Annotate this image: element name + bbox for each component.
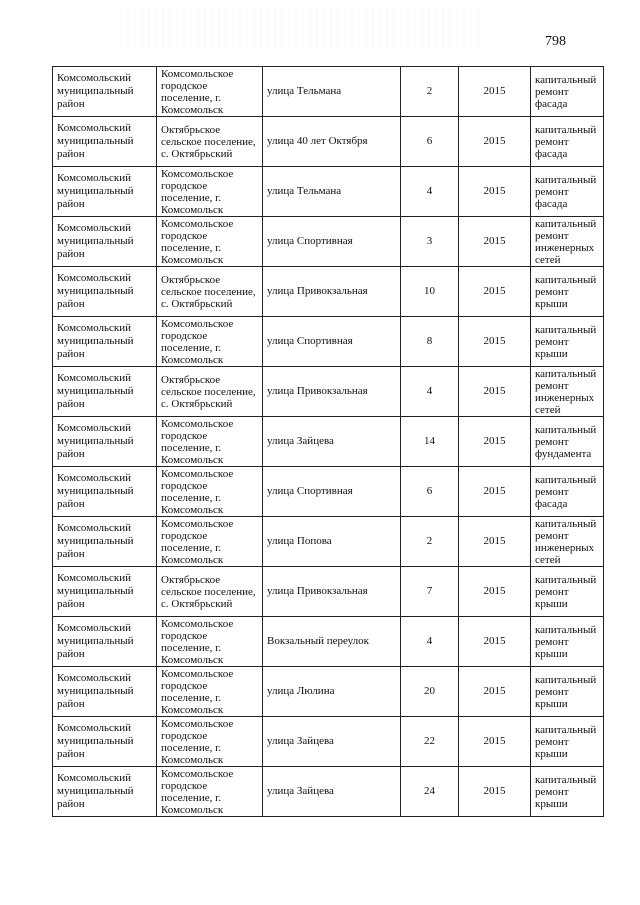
scan-artifact xyxy=(120,8,480,48)
year-cell: 2015 xyxy=(459,717,531,767)
work-type-cell: капитальный ремонт фасада xyxy=(531,67,604,117)
settlement-cell: Комсомольское городское поселение, г. Комсомольск xyxy=(157,317,263,367)
work-type-cell: капитальный ремонт крыши xyxy=(531,617,604,667)
district-cell: Комсомольский муниципальный район xyxy=(53,767,157,817)
street-cell: улица Тельмана xyxy=(263,167,401,217)
house-number-cell: 20 xyxy=(401,667,459,717)
settlement-cell: Комсомольское городское поселение, г. Комсомольск xyxy=(157,617,263,667)
year-cell: 2015 xyxy=(459,467,531,517)
table-body xyxy=(53,67,604,817)
table-row xyxy=(53,617,604,667)
house-number-cell: 8 xyxy=(401,317,459,367)
district-cell: Комсомольский муниципальный район xyxy=(53,67,157,117)
district-cell: Комсомольский муниципальный район xyxy=(53,617,157,667)
settlement-cell: Комсомольское городское поселение, г. Комсомольск xyxy=(157,667,263,717)
year-cell: 2015 xyxy=(459,567,531,617)
work-type-cell: капитальный ремонт крыши xyxy=(531,767,604,817)
street-cell: улица Спортивная xyxy=(263,317,401,367)
table-row xyxy=(53,67,604,117)
year-cell: 2015 xyxy=(459,117,531,167)
house-number-cell: 10 xyxy=(401,267,459,317)
district-cell: Комсомольский муниципальный район xyxy=(53,167,157,217)
work-type-cell: капитальный ремонт инженерных сетей xyxy=(531,517,604,567)
page-number: 798 xyxy=(545,34,566,49)
work-type-cell: капитальный ремонт фасада xyxy=(531,167,604,217)
work-type-cell: капитальный ремонт крыши xyxy=(531,667,604,717)
street-cell: улица Зайцева xyxy=(263,717,401,767)
table-row xyxy=(53,667,604,717)
street-cell: улица Привокзальная xyxy=(263,567,401,617)
year-cell: 2015 xyxy=(459,417,531,467)
table-row xyxy=(53,217,604,267)
table-row xyxy=(53,417,604,467)
year-cell: 2015 xyxy=(459,767,531,817)
work-type-cell: капитальный ремонт фасада xyxy=(531,117,604,167)
house-number-cell: 4 xyxy=(401,167,459,217)
year-cell: 2015 xyxy=(459,617,531,667)
street-cell: улица Привокзальная xyxy=(263,267,401,317)
street-cell: улица Зайцева xyxy=(263,417,401,467)
table-row xyxy=(53,767,604,817)
settlement-cell: Комсомольское городское поселение, г. Комсомольск xyxy=(157,417,263,467)
table-row xyxy=(53,317,604,367)
street-cell: улица Привокзальная xyxy=(263,367,401,417)
year-cell: 2015 xyxy=(459,317,531,367)
settlement-cell: Комсомольское городское поселение, г. Комсомольск xyxy=(157,217,263,267)
work-type-cell: капитальный ремонт крыши xyxy=(531,717,604,767)
work-type-cell: капитальный ремонт крыши xyxy=(531,317,604,367)
work-type-cell: капитальный ремонт крыши xyxy=(531,267,604,317)
table-row xyxy=(53,367,604,417)
house-number-cell: 7 xyxy=(401,567,459,617)
work-type-cell: капитальный ремонт инженерных сетей xyxy=(531,367,604,417)
year-cell: 2015 xyxy=(459,367,531,417)
street-cell: Вокзальный переулок xyxy=(263,617,401,667)
year-cell: 2015 xyxy=(459,517,531,567)
year-cell: 2015 xyxy=(459,67,531,117)
settlement-cell: Октябрьское сельское поселение, с. Октябрьский xyxy=(157,567,263,617)
house-number-cell: 22 xyxy=(401,717,459,767)
district-cell: Комсомольский муниципальный район xyxy=(53,367,157,417)
house-number-cell: 4 xyxy=(401,617,459,667)
work-type-cell: капитальный ремонт фундамента xyxy=(531,417,604,467)
settlement-cell: Комсомольское городское поселение, г. Комсомольск xyxy=(157,67,263,117)
district-cell: Комсомольский муниципальный район xyxy=(53,117,157,167)
street-cell: улица Попова xyxy=(263,517,401,567)
settlement-cell: Комсомольское городское поселение, г. Комсомольск xyxy=(157,517,263,567)
table-row xyxy=(53,267,604,317)
table-row xyxy=(53,567,604,617)
district-cell: Комсомольский муниципальный район xyxy=(53,267,157,317)
house-number-cell: 2 xyxy=(401,517,459,567)
settlement-cell: Октябрьское сельское поселение, с. Октябрьский xyxy=(157,367,263,417)
house-number-cell: 14 xyxy=(401,417,459,467)
table-row xyxy=(53,117,604,167)
district-cell: Комсомольский муниципальный район xyxy=(53,717,157,767)
district-cell: Комсомольский муниципальный район xyxy=(53,317,157,367)
settlement-cell: Октябрьское сельское поселение, с. Октябрьский xyxy=(157,117,263,167)
district-cell: Комсомольский муниципальный район xyxy=(53,567,157,617)
street-cell: улица Зайцева xyxy=(263,767,401,817)
street-cell: улица 40 лет Октября xyxy=(263,117,401,167)
table-row xyxy=(53,517,604,567)
house-number-cell: 6 xyxy=(401,117,459,167)
work-type-cell: капитальный ремонт крыши xyxy=(531,567,604,617)
year-cell: 2015 xyxy=(459,167,531,217)
settlement-cell: Комсомольское городское поселение, г. Комсомольск xyxy=(157,467,263,517)
street-cell: улица Тельмана xyxy=(263,67,401,117)
district-cell: Комсомольский муниципальный район xyxy=(53,667,157,717)
settlement-cell: Комсомольское городское поселение, г. Комсомольск xyxy=(157,167,263,217)
district-cell: Комсомольский муниципальный район xyxy=(53,217,157,267)
year-cell: 2015 xyxy=(459,217,531,267)
house-number-cell: 24 xyxy=(401,767,459,817)
settlement-cell: Октябрьское сельское поселение, с. Октябрьский xyxy=(157,267,263,317)
settlement-cell: Комсомольское городское поселение, г. Комсомольск xyxy=(157,717,263,767)
year-cell: 2015 xyxy=(459,667,531,717)
house-number-cell: 6 xyxy=(401,467,459,517)
district-cell: Комсомольский муниципальный район xyxy=(53,517,157,567)
table-row xyxy=(53,717,604,767)
work-type-cell: капитальный ремонт фасада xyxy=(531,467,604,517)
settlement-cell: Комсомольское городское поселение, г. Комсомольск xyxy=(157,767,263,817)
house-number-cell: 3 xyxy=(401,217,459,267)
table-row xyxy=(53,167,604,217)
district-cell: Комсомольский муниципальный район xyxy=(53,467,157,517)
house-number-cell: 2 xyxy=(401,67,459,117)
house-number-cell: 4 xyxy=(401,367,459,417)
district-cell: Комсомольский муниципальный район xyxy=(53,417,157,467)
street-cell: улица Спортивная xyxy=(263,467,401,517)
work-type-cell: капитальный ремонт инженерных сетей xyxy=(531,217,604,267)
year-cell: 2015 xyxy=(459,267,531,317)
table-row xyxy=(53,467,604,517)
street-cell: улица Спортивная xyxy=(263,217,401,267)
street-cell: улица Люлина xyxy=(263,667,401,717)
repair-registry-table xyxy=(52,66,604,817)
